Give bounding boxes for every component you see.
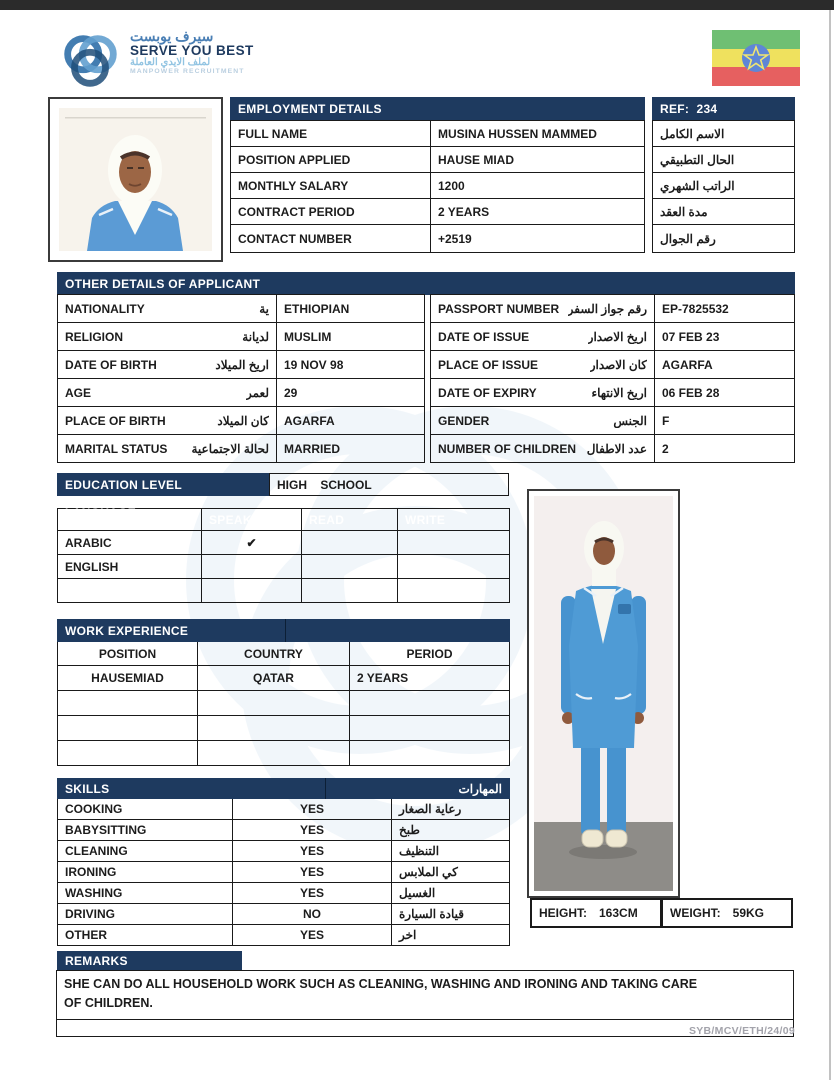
field-value: AGARFA xyxy=(654,350,795,379)
field-label: MARITAL STATUS xyxy=(65,441,168,456)
country-cell xyxy=(197,740,350,766)
language-name: ENGLISH xyxy=(57,554,202,579)
write-cell xyxy=(397,530,510,555)
language-name: ARABIC xyxy=(57,530,202,555)
column-header: READ xyxy=(301,508,398,531)
skills-title-arabic: المهارات xyxy=(458,781,502,796)
read-cell xyxy=(301,554,398,579)
field-label: CONTRACT PERIOD xyxy=(230,198,431,225)
education-level-value: HIGH SCHOOL xyxy=(269,473,509,496)
field-label-arabic: رقم الجوال xyxy=(652,224,795,253)
height-cell xyxy=(530,898,662,928)
skill-arabic: قيادة السيارة xyxy=(391,903,510,925)
field-label: GENDER xyxy=(438,413,490,428)
field-value: 2 xyxy=(654,434,795,463)
field-label-arabic: اريخ الاصدار xyxy=(587,329,647,344)
field-label: MONTHLY SALARY xyxy=(230,172,431,199)
field-value: EP-7825532 xyxy=(654,294,795,323)
skill-name: IRONING xyxy=(57,861,233,883)
position-cell: HAUSEMIAD xyxy=(57,665,198,691)
field-value: MARRIED xyxy=(276,434,425,463)
ethiopia-flag-icon xyxy=(712,30,800,86)
field-label: NUMBER OF CHILDREN xyxy=(438,441,576,456)
field-label: NATIONALITY xyxy=(65,301,145,316)
skill-arabic: كي الملابس xyxy=(391,861,510,883)
skill-name: CLEANING xyxy=(57,840,233,862)
country-cell xyxy=(197,715,350,741)
field-label: DATE OF ISSUE xyxy=(438,329,530,344)
field-label: PASSPORT NUMBER xyxy=(438,301,560,316)
skills-header xyxy=(57,778,510,799)
skill-value: YES xyxy=(232,840,392,862)
field-value: MUSINA HUSSEN MAMMED xyxy=(430,120,645,147)
remarks-text-box xyxy=(56,970,794,1020)
period-cell xyxy=(349,715,510,741)
position-cell xyxy=(57,690,198,716)
field-label-arabic: الحال التطبيقي xyxy=(652,146,795,173)
work-experience-header: WORK EXPERIENCE xyxy=(57,619,510,642)
language-name xyxy=(57,578,202,603)
education-level-label: EDUCATION LEVEL xyxy=(57,473,270,496)
skill-arabic: اخر xyxy=(391,924,510,946)
skill-value: YES xyxy=(232,882,392,904)
field-label-arabic: لعمر xyxy=(245,385,269,400)
field-value: ETHIOPIAN xyxy=(276,294,425,323)
field-label-arabic: لحالة الاجتماعية xyxy=(191,441,269,456)
field-label: DATE OF EXPIRY xyxy=(438,385,537,400)
skill-value: YES xyxy=(232,798,392,820)
work-experience-table xyxy=(57,619,510,766)
write-cell xyxy=(397,554,510,579)
agency-tagline: MANPOWER RECRUITMENT xyxy=(130,68,245,76)
skill-name: BABYSITTING xyxy=(57,819,233,841)
field-value: AGARFA xyxy=(276,406,425,435)
field-label: RELIGION xyxy=(65,329,124,344)
field-label: POSITION APPLIED xyxy=(230,146,431,173)
skill-arabic: رعاية الصغار xyxy=(391,798,510,820)
agency-logo-icon xyxy=(56,26,124,94)
header-divider xyxy=(325,778,326,799)
weight-cell xyxy=(661,898,793,928)
scan-page-edge xyxy=(829,10,831,1080)
skill-value: YES xyxy=(232,819,392,841)
agency-arabic-name: سيرف يوبست xyxy=(130,28,214,44)
height-label: HEIGHT: xyxy=(539,906,587,920)
field-label-arabic: مدة العقد xyxy=(652,198,795,225)
skill-name: DRIVING xyxy=(57,903,233,925)
column-header: COUNTRY xyxy=(197,641,350,666)
field-value: +2519 xyxy=(430,224,645,253)
skill-arabic: التنظيف xyxy=(391,840,510,862)
speak-cell xyxy=(201,578,302,603)
remarks-header: REMARKS xyxy=(57,951,242,970)
skill-arabic: الغسيل xyxy=(391,882,510,904)
read-cell xyxy=(301,530,398,555)
field-label: AGE xyxy=(65,385,92,400)
write-cell xyxy=(397,578,510,603)
language-literacy-table xyxy=(57,505,510,603)
employment-details-header: EMPLOYMENT DETAILS xyxy=(230,97,645,121)
height-value: 163CM xyxy=(599,906,638,920)
read-cell xyxy=(301,578,398,603)
skill-arabic: طبخ xyxy=(391,819,510,841)
country-cell: QATAR xyxy=(197,665,350,691)
skill-name: WASHING xyxy=(57,882,233,904)
field-value: 19 NOV 98 xyxy=(276,350,425,379)
other-details-left-table xyxy=(57,295,425,463)
employment-arabic-column xyxy=(652,97,795,253)
field-label-arabic: ية xyxy=(259,301,269,316)
speak-checkmark: ✔ xyxy=(201,530,302,555)
field-label: CONTACT NUMBER xyxy=(230,224,431,253)
field-label-arabic: كان الميلاد xyxy=(217,413,269,428)
field-value: 06 FEB 28 xyxy=(654,378,795,407)
agency-arabic-tagline: لملف الايدي العاملة xyxy=(130,56,211,68)
weight-label: WEIGHT: xyxy=(670,906,721,920)
field-value: F xyxy=(654,406,795,435)
skill-value: NO xyxy=(232,903,392,925)
column-header: POSITION xyxy=(57,641,198,666)
field-value: 07 FEB 23 xyxy=(654,322,795,351)
field-label-arabic: اريخ الانتهاء xyxy=(591,385,647,400)
field-label-arabic: الجنس xyxy=(613,413,647,428)
field-label-arabic: رقم جواز السفر xyxy=(567,301,647,316)
applicant-portrait-photo xyxy=(48,97,223,262)
skill-value: YES xyxy=(232,924,392,946)
skill-value: YES xyxy=(232,861,392,883)
applicant-fullbody-photo xyxy=(527,489,680,898)
skills-title: SKILLS xyxy=(65,781,110,796)
field-label-arabic: عدد الاطفال xyxy=(586,441,647,456)
position-cell xyxy=(57,715,198,741)
skill-name: OTHER xyxy=(57,924,233,946)
field-label-arabic: كان الاصدار xyxy=(589,357,647,372)
header-divider xyxy=(285,619,286,642)
field-label: PLACE OF ISSUE xyxy=(438,357,539,372)
other-details-right-table xyxy=(430,295,795,463)
speak-cell xyxy=(201,554,302,579)
other-details-header: OTHER DETAILS OF APPLICANT xyxy=(57,272,795,295)
agency-name: SERVE YOU BEST xyxy=(130,42,254,58)
field-value: 29 xyxy=(276,378,425,407)
skill-name: COOKING xyxy=(57,798,233,820)
physical-stats-row xyxy=(530,898,793,928)
field-value: 1200 xyxy=(430,172,645,199)
column-header: LANGUAGE LITERACY xyxy=(57,508,202,531)
ref-number: REF: 234 xyxy=(652,97,795,121)
skills-table xyxy=(57,778,510,946)
field-value: HAUSE MIAD xyxy=(430,146,645,173)
column-header: PERIOD xyxy=(349,641,510,666)
period-cell: 2 YEARS xyxy=(349,665,510,691)
weight-value: 59KG xyxy=(732,906,765,920)
country-cell xyxy=(197,690,350,716)
field-label: DATE OF BIRTH xyxy=(65,357,157,372)
field-label-arabic: الراتب الشهري xyxy=(652,172,795,199)
column-header: WRITE xyxy=(397,508,510,531)
scan-top-border xyxy=(0,0,834,10)
period-cell xyxy=(349,740,510,766)
position-cell xyxy=(57,740,198,766)
field-label-arabic: الاسم الكامل xyxy=(652,120,795,147)
field-value: 2 YEARS xyxy=(430,198,645,225)
remarks-text: SHE CAN DO ALL HOUSEHOLD WORK SUCH AS CLEANING, WASHING AND IRONING AND TAKING CARE OF CHILDREN. xyxy=(64,977,698,1011)
document-reference-code: SYB/MCV/ETH/24/09 xyxy=(688,1025,795,1037)
field-label: FULL NAME xyxy=(230,120,431,147)
employment-details-table xyxy=(230,97,645,253)
column-header: SPEAK xyxy=(201,508,302,531)
field-label-arabic: لديانة xyxy=(242,329,269,344)
field-label: PLACE OF BIRTH xyxy=(65,413,166,428)
agency-logo-text xyxy=(130,29,270,75)
field-label-arabic: اريخ الميلاد xyxy=(215,357,269,372)
field-value: MUSLIM xyxy=(276,322,425,351)
period-cell xyxy=(349,690,510,716)
